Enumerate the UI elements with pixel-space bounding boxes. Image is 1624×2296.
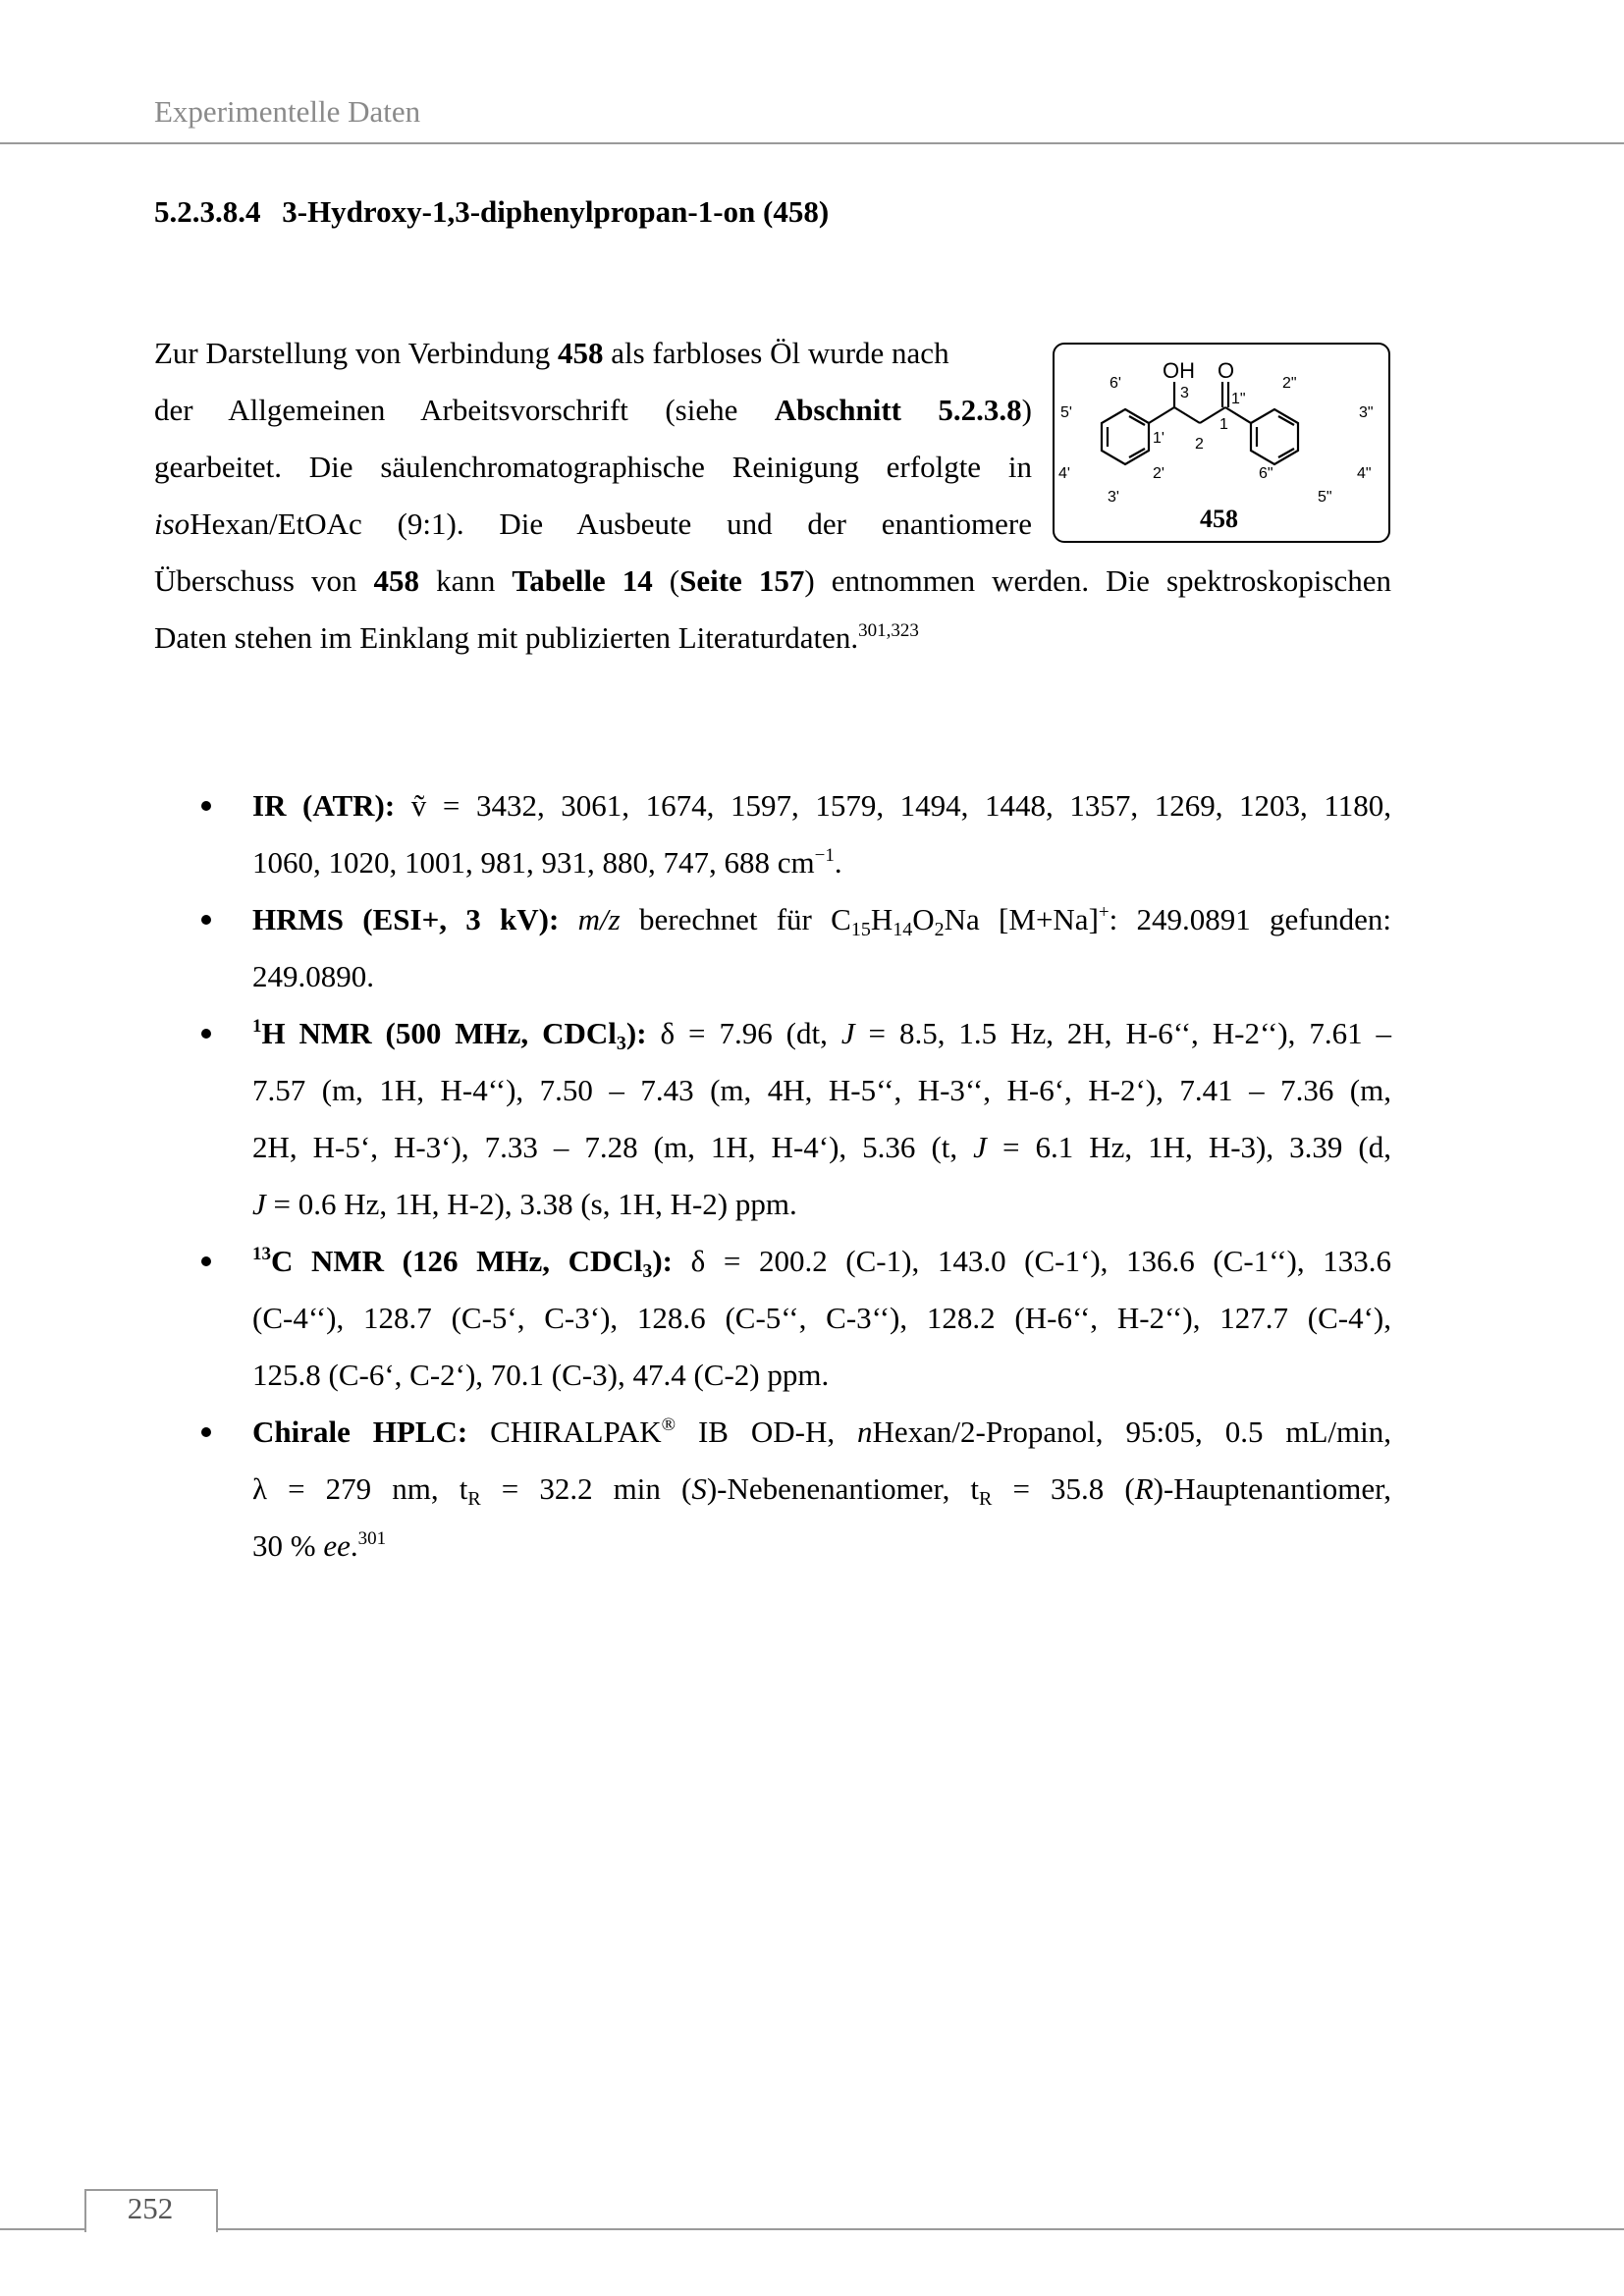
compound-ref: 458 <box>557 336 604 370</box>
page-number: 252 <box>127 2191 174 2225</box>
ir-label: IR (ATR): <box>252 788 396 823</box>
svg-text:3": 3" <box>1359 404 1374 421</box>
running-header: Experimentelle Daten <box>154 94 421 129</box>
intro-line-4: isoHexan/EtOAc (9:1). Die Ausbeute und der enantiomere <box>154 507 1032 541</box>
intro-paragraph-bottom <box>154 553 1391 667</box>
hplc-label: Chirale HPLC: <box>252 1415 468 1449</box>
intro-line-3: gearbeitet. Die säulenchromatographische Reinigung erfolgte in <box>154 450 1032 484</box>
characterisation-list <box>154 777 1391 1575</box>
c-nmr-label: $^{13}$C NMR (126 MHz, CDCl$_3$): <box>252 1244 674 1282</box>
footer-divider <box>0 2228 1624 2230</box>
svg-text:1: 1 <box>1219 416 1228 433</box>
left-phenyl-ring <box>1102 409 1149 464</box>
oxygen-label: O <box>1218 358 1235 383</box>
list-item-13c-nmr: $^{13}$C NMR (126 MHz, CDCl$_3$): δ = 200.2 (C-1), 143.0 (C-1‘), 136.6 (C-1‘‘), 133.6 (C-4‘‘), 128.7 (C-5‘, C-3‘), 128.6 (C-5‘‘, C-3‘‘), 128.2 (H-6‘‘, H-2‘‘), 127.7 (C-4‘), 125.8 (C-6‘, C-2‘), 70.1 (C-3), 47.4 (C-2) ppm. <box>154 1233 1391 1404</box>
svg-text:1': 1' <box>1153 430 1164 447</box>
list-item-hplc: Chirale HPLC: CHIRALPAK® IB OD-H, nHexan/2-Propanol, 95:05, 0.5 mL/min, λ = 279 nm, $t_R = 32.2$ min (S)-Nebenenantiomer, $t_R = 35.8$ (R)-Hauptenantiomer, 30 % ee.$^{301}$ <box>154 1404 1391 1575</box>
structure-drawing <box>1055 345 1388 541</box>
compound-number: 458 <box>1200 505 1238 533</box>
intro-line-2: der Allgemeinen Arbeitsvorschrift (siehe Abschnitt 5.2.3.8) <box>154 393 1032 427</box>
svg-text:6": 6" <box>1259 465 1273 482</box>
chemical-structure <box>1053 343 1390 543</box>
bullet-icon <box>201 915 211 925</box>
list-item-1h-nmr: $^1$H NMR (500 MHz, CDCl$_3$): δ = 7.96 (dt, J = 8.5, 1.5 Hz, 2H, H-6‘‘, H-2‘‘), 7.61 – 7.57 (m, 1H, H-4‘‘), 7.50 – 7.43 (m, 4H, H-5‘‘, H-3‘‘, H-6‘, H-2‘), 7.41 – 7.36 (m, 2H, H-5‘, H-3‘), 7.33 – 7.28 (m, 1H, H-4‘), 5.36 (t, J = 6.1 Hz, 1H, H-3), 3.39 (d, J = 0.6 Hz, 1H, H-2), 3.38 (s, 1H, H-2) ppm. <box>154 1005 1391 1233</box>
svg-text:4": 4" <box>1357 465 1372 482</box>
section-ref: Abschnitt 5.2.3.8 <box>774 393 1022 427</box>
svg-text:5": 5" <box>1318 489 1332 506</box>
page-ref: Seite 157 <box>679 563 805 598</box>
literature-ref: 301,323 <box>858 620 919 641</box>
hrms-label: HRMS (ESI+, 3 kV): <box>252 902 560 936</box>
header-divider <box>0 142 1624 144</box>
right-phenyl-ring <box>1251 409 1298 464</box>
section-heading <box>154 194 829 230</box>
list-item-hrms: HRMS (ESI+, 3 kV): m/z berechnet für $C_{15}H_{14}O_2Na$ [M+Na]+: 249.0891 gefunden: 249.0890. <box>154 891 1391 1005</box>
svg-text:3': 3' <box>1108 489 1119 506</box>
svg-text:2: 2 <box>1195 436 1204 453</box>
bullet-icon <box>201 801 211 811</box>
svg-text:4': 4' <box>1058 465 1070 482</box>
svg-text:3: 3 <box>1180 385 1189 401</box>
intro-line-6: Daten stehen im Einklang mit publizierten Literaturdaten.$^{301,323}$ <box>154 620 919 655</box>
section-number: 5.2.3.8.4 <box>154 194 261 229</box>
bullet-icon <box>201 1256 211 1266</box>
list-item-ir: IR (ATR): ṽ = 3432, 3061, 1674, 1597, 1579, 1494, 1448, 1357, 1269, 1203, 1180, 1060, 1020, 1001, 981, 931, 880, 747, 688 $cm^{-1}$. <box>154 777 1391 891</box>
intro-line-5: Überschuss von 458 kann Tabelle 14 (Seite 157) entnommen werden. Die spektroskopischen <box>154 563 1391 598</box>
svg-text:2': 2' <box>1153 465 1164 482</box>
intro-line-1: Zur Darstellung von Verbindung 458 als farbloses Öl wurde nach <box>154 336 949 370</box>
table-ref: Tabelle 14 <box>512 563 653 598</box>
section-title-text: 3-Hydroxy-1,3-diphenylpropan-1-on (458) <box>282 194 830 229</box>
intro-paragraph-top <box>154 325 1032 553</box>
bullet-icon <box>201 1427 211 1437</box>
svg-text:1": 1" <box>1231 391 1246 407</box>
svg-text:2": 2" <box>1282 375 1297 392</box>
h-nmr-label: $^1$H NMR (500 MHz, CDCl$_3$): <box>252 1016 647 1054</box>
bullet-icon <box>201 1029 211 1039</box>
oh-label: OH <box>1163 358 1195 383</box>
svg-text:5': 5' <box>1060 404 1072 421</box>
svg-text:6': 6' <box>1110 375 1121 392</box>
